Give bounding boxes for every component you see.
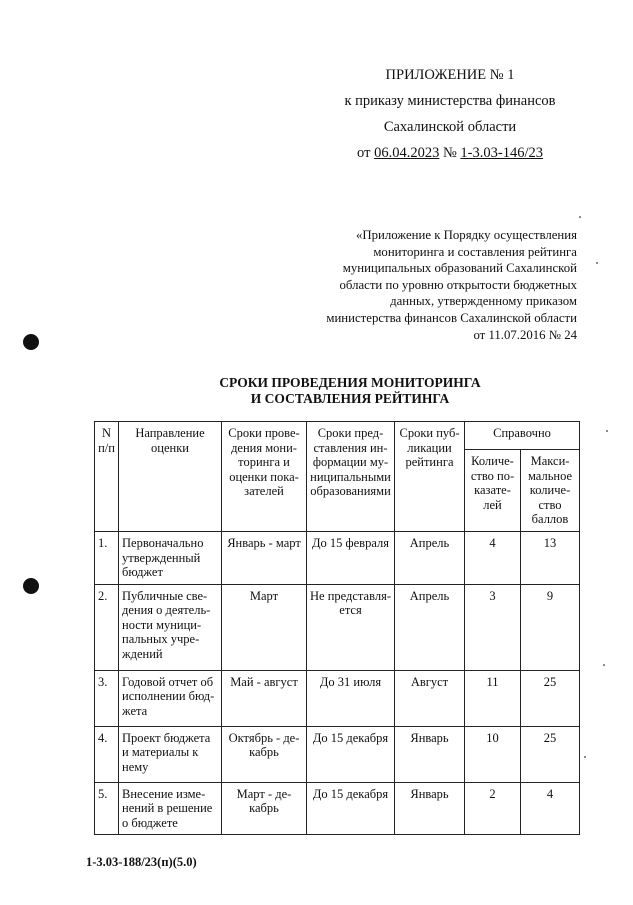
table-row	[95, 584, 580, 670]
row-publication: Январь	[395, 782, 465, 835]
header-direction: Направление оценки	[119, 422, 222, 532]
reference-line: области по уровню открытости бюджетных	[339, 277, 577, 292]
header-count: Количе-ство по-казате-лей	[465, 450, 521, 532]
row-count: 4	[465, 532, 521, 585]
punch-hole-top	[23, 334, 39, 350]
row-submission: Не представля-ется	[307, 584, 395, 670]
row-publication: Август	[395, 670, 465, 726]
document-title	[150, 375, 550, 406]
appendix-region-line: Сахалинской области	[383, 119, 517, 135]
row-max: 25	[521, 670, 580, 726]
reference-line: муниципальных образований Сахалинской	[342, 261, 577, 276]
header-max: Макси-мальное количе-ство баллов	[521, 450, 580, 532]
schedule-table	[94, 421, 580, 835]
table-row	[95, 670, 580, 726]
header-publication: Сроки пуб-ликации рейтинга	[395, 422, 465, 532]
table-row	[95, 726, 580, 782]
appendix-order-line: к приказу министерства финансов	[344, 93, 556, 109]
table-row	[95, 782, 580, 835]
row-num: 2.	[95, 584, 119, 670]
row-max: 13	[521, 532, 580, 585]
order-number: 1-3.03-146/23	[460, 145, 543, 161]
reference-line: данных, утвержденному приказом	[390, 294, 577, 309]
scan-speck	[579, 216, 581, 218]
reference-line: от 11.07.2016 № 24	[473, 327, 577, 342]
scan-speck	[603, 664, 605, 666]
scan-speck	[596, 262, 598, 264]
row-monitoring: Март	[222, 584, 307, 670]
reference-line: мониторинга и составления рейтинга	[373, 244, 577, 259]
title-line-1: СРОКИ ПРОВЕДЕНИЯ МОНИТОРИНГА	[219, 375, 481, 390]
appendix-date-line	[320, 140, 580, 166]
row-submission: До 31 июля	[307, 670, 395, 726]
row-count: 3	[465, 584, 521, 670]
row-monitoring: Май - август	[222, 670, 307, 726]
row-publication: Апрель	[395, 584, 465, 670]
appendix-header	[320, 62, 580, 166]
appendix-title: ПРИЛОЖЕНИЕ № 1	[385, 67, 515, 83]
row-publication: Январь	[395, 726, 465, 782]
header-reference: Справочно	[465, 422, 580, 450]
row-monitoring: Март - де-кабрь	[222, 782, 307, 835]
row-monitoring: Январь - март	[222, 532, 307, 585]
number-sign: №	[439, 145, 461, 161]
row-num: 4.	[95, 726, 119, 782]
header-submission: Сроки пред-ставления ин-формации му-ниципальными образованиями	[307, 422, 395, 532]
date-prefix: от	[357, 145, 375, 161]
table-row	[95, 532, 580, 585]
header-num: N п/п	[95, 422, 119, 532]
row-direction: Первоначально утвержденный бюджет	[119, 532, 222, 585]
row-count: 2	[465, 782, 521, 835]
header-monitoring: Сроки прове-дения мони-торинга и оценки пока-зателей	[222, 422, 307, 532]
row-num: 1.	[95, 532, 119, 585]
reference-line: «Приложение к Порядку осуществления	[355, 228, 577, 242]
row-max: 9	[521, 584, 580, 670]
row-max: 4	[521, 782, 580, 835]
row-publication: Апрель	[395, 532, 465, 585]
row-count: 10	[465, 726, 521, 782]
row-submission: До 15 февраля	[307, 532, 395, 585]
reference-block	[297, 227, 577, 343]
row-submission: До 15 декабря	[307, 726, 395, 782]
row-max: 25	[521, 726, 580, 782]
scan-speck	[584, 756, 586, 758]
row-direction: Внесение изме-нений в решение о бюджете	[119, 782, 222, 835]
order-date: 06.04.2023	[374, 145, 440, 161]
reference-line: министерства финансов Сахалинской области	[326, 310, 577, 325]
row-num: 3.	[95, 670, 119, 726]
row-direction: Публичные све-дения о деятель-ности муници-пальных учре-ждений	[119, 584, 222, 670]
row-submission: До 15 декабря	[307, 782, 395, 835]
row-direction: Проект бюджета и материалы к нему	[119, 726, 222, 782]
title-line-2: И СОСТАВЛЕНИЯ РЕЙТИНГА	[250, 390, 450, 406]
row-monitoring: Октябрь - де-кабрь	[222, 726, 307, 782]
document-code: 1-3.03-188/23(п)(5.0)	[86, 855, 197, 869]
row-count: 11	[465, 670, 521, 726]
scan-speck	[606, 430, 608, 432]
row-direction: Годовой отчет об исполнении бюд-жета	[119, 670, 222, 726]
row-num: 5.	[95, 782, 119, 835]
punch-hole-bottom	[23, 578, 39, 594]
